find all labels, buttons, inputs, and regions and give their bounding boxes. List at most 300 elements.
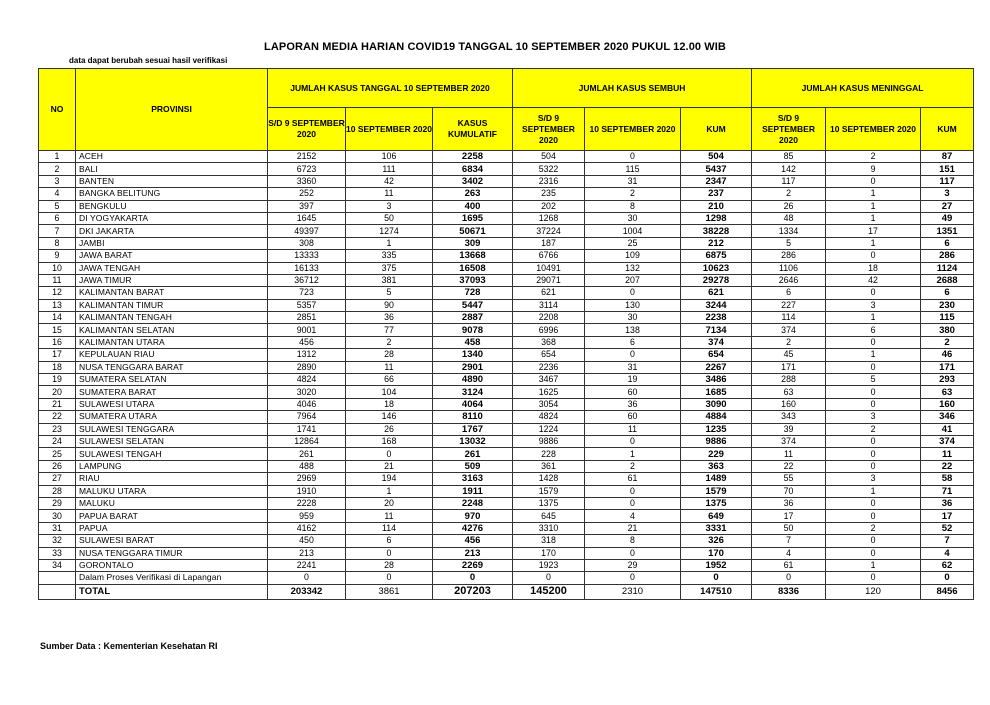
cell-provinsi: KEPULAUAN RIAU <box>76 349 268 361</box>
cell-provinsi: NUSA TENGGARA BARAT <box>76 361 268 373</box>
cell-sembuh-sep10: 25 <box>585 237 681 249</box>
cell-sembuh-sep10: 30 <box>585 212 681 224</box>
cell-meninggal-kum: 160 <box>921 398 974 410</box>
cell-meninggal-kum: 346 <box>921 411 974 423</box>
header-meninggal-kum: KUM <box>921 108 974 151</box>
cell-kasus-kumulatif: 1340 <box>433 349 513 361</box>
cell-sembuh-sep10: 115 <box>585 163 681 175</box>
cell-kasus-sd9: 13333 <box>268 250 346 262</box>
cell-meninggal-sep10: 0 <box>826 435 921 447</box>
cell-meninggal-sep10: 0 <box>826 398 921 410</box>
cell-provinsi: SULAWESI BARAT <box>76 535 268 547</box>
cell-meninggal-sd9: 50 <box>752 522 826 534</box>
cell-no: 16 <box>39 336 76 348</box>
table-row <box>39 485 974 497</box>
cell-provinsi: BANGKA BELITUNG <box>76 188 268 200</box>
cell-meninggal-kum: 117 <box>921 175 974 187</box>
cell-meninggal-sep10: 18 <box>826 262 921 274</box>
total-meninggal-sd9: 8336 <box>752 584 826 599</box>
cell-sembuh-sd9: 0 <box>513 572 585 584</box>
cell-sembuh-kum: 29278 <box>681 274 752 286</box>
cell-kasus-sd9: 49397 <box>268 225 346 237</box>
cell-provinsi: Dalam Proses Verifikasi di Lapangan <box>76 572 268 584</box>
cell-meninggal-sd9: 11 <box>752 448 826 460</box>
cell-sembuh-sd9: 9886 <box>513 435 585 447</box>
cell-meninggal-sep10: 42 <box>826 274 921 286</box>
cell-sembuh-sd9: 202 <box>513 200 585 212</box>
table-row <box>39 200 974 212</box>
cell-sembuh-sd9: 504 <box>513 151 585 163</box>
cell-kasus-sd9: 0 <box>268 572 346 584</box>
cell-sembuh-sep10: 207 <box>585 274 681 286</box>
cell-kasus-sd9: 1741 <box>268 423 346 435</box>
cell-kasus-sd9: 252 <box>268 188 346 200</box>
cell-no: 2 <box>39 163 76 175</box>
cell-meninggal-sep10: 0 <box>826 386 921 398</box>
cell-sembuh-sd9: 4824 <box>513 411 585 423</box>
covid-data-table <box>38 68 974 600</box>
cell-meninggal-kum: 293 <box>921 374 974 386</box>
cell-kasus-kumulatif: 509 <box>433 460 513 472</box>
table-row <box>39 324 974 336</box>
cell-kasus-sd9: 213 <box>268 547 346 559</box>
cell-kasus-kumulatif: 4064 <box>433 398 513 410</box>
table-row <box>39 151 974 163</box>
cell-sembuh-sd9: 2208 <box>513 312 585 324</box>
table-row <box>39 572 974 584</box>
table-row <box>39 448 974 460</box>
cell-meninggal-sd9: 85 <box>752 151 826 163</box>
cell-sembuh-sep10: 36 <box>585 398 681 410</box>
cell-sembuh-sd9: 3467 <box>513 374 585 386</box>
cell-kasus-kumulatif: 458 <box>433 336 513 348</box>
cell-meninggal-kum: 41 <box>921 423 974 435</box>
cell-provinsi: MALUKU <box>76 497 268 509</box>
total-kasus-kumulatif: 207203 <box>433 584 513 599</box>
cell-kasus-sd9: 12864 <box>268 435 346 447</box>
cell-provinsi: PAPUA <box>76 522 268 534</box>
cell-sembuh-sep10: 60 <box>585 411 681 423</box>
cell-kasus-kumulatif: 309 <box>433 237 513 249</box>
cell-sembuh-sep10: 31 <box>585 361 681 373</box>
cell-sembuh-sd9: 6996 <box>513 324 585 336</box>
cell-meninggal-sd9: 288 <box>752 374 826 386</box>
total-sembuh-kum: 147510 <box>681 584 752 599</box>
cell-sembuh-sep10: 132 <box>585 262 681 274</box>
cell-sembuh-sep10: 138 <box>585 324 681 336</box>
table-row <box>39 250 974 262</box>
cell-sembuh-sep10: 8 <box>585 535 681 547</box>
cell-sembuh-kum: 0 <box>681 572 752 584</box>
cell-meninggal-sep10: 1 <box>826 188 921 200</box>
cell-sembuh-kum: 2347 <box>681 175 752 187</box>
header-kasus-sep10: 10 SEPTEMBER 2020 <box>346 108 433 151</box>
cell-kasus-sd9: 4046 <box>268 398 346 410</box>
cell-provinsi: JAWA TENGAH <box>76 262 268 274</box>
cell-meninggal-sd9: 0 <box>752 572 826 584</box>
cell-sembuh-sep10: 0 <box>585 497 681 509</box>
total-meninggal-sep10: 120 <box>826 584 921 599</box>
cell-kasus-sd9: 9001 <box>268 324 346 336</box>
cell-sembuh-kum: 1298 <box>681 212 752 224</box>
cell-sembuh-kum: 5437 <box>681 163 752 175</box>
cell-kasus-sep10: 168 <box>346 435 433 447</box>
cell-sembuh-kum: 1489 <box>681 473 752 485</box>
cell-meninggal-kum: 22 <box>921 460 974 472</box>
cell-meninggal-kum: 87 <box>921 151 974 163</box>
cell-sembuh-sd9: 228 <box>513 448 585 460</box>
cell-kasus-kumulatif: 728 <box>433 287 513 299</box>
table-row <box>39 497 974 509</box>
cell-meninggal-kum: 58 <box>921 473 974 485</box>
cell-sembuh-sd9: 361 <box>513 460 585 472</box>
cell-no: 12 <box>39 287 76 299</box>
total-row <box>39 584 974 599</box>
total-kasus-sd9: 203342 <box>268 584 346 599</box>
header-provinsi: PROVINSI <box>76 69 268 151</box>
table-row <box>39 349 974 361</box>
cell-sembuh-sd9: 654 <box>513 349 585 361</box>
cell-meninggal-sd9: 36 <box>752 497 826 509</box>
cell-kasus-sd9: 261 <box>268 448 346 460</box>
cell-sembuh-sd9: 29071 <box>513 274 585 286</box>
cell-kasus-sep10: 26 <box>346 423 433 435</box>
cell-meninggal-kum: 115 <box>921 312 974 324</box>
cell-sembuh-sd9: 1375 <box>513 497 585 509</box>
cell-meninggal-kum: 0 <box>921 572 974 584</box>
cell-kasus-sd9: 16133 <box>268 262 346 274</box>
cell-kasus-sep10: 20 <box>346 497 433 509</box>
cell-meninggal-sd9: 286 <box>752 250 826 262</box>
header-sembuh-sd9: S/D 9 SEPTEMBER 2020 <box>513 108 585 151</box>
cell-sembuh-sep10: 0 <box>585 349 681 361</box>
cell-meninggal-sep10: 2 <box>826 522 921 534</box>
cell-sembuh-kum: 654 <box>681 349 752 361</box>
cell-sembuh-sd9: 1224 <box>513 423 585 435</box>
cell-no: 22 <box>39 411 76 423</box>
cell-kasus-kumulatif: 261 <box>433 448 513 460</box>
cell-sembuh-sep10: 1004 <box>585 225 681 237</box>
cell-meninggal-sd9: 63 <box>752 386 826 398</box>
total-provinsi: TOTAL <box>76 584 268 599</box>
cell-meninggal-kum: 6 <box>921 237 974 249</box>
cell-no: 10 <box>39 262 76 274</box>
cell-sembuh-kum: 504 <box>681 151 752 163</box>
cell-kasus-sep10: 104 <box>346 386 433 398</box>
cell-meninggal-sd9: 45 <box>752 349 826 361</box>
cell-no: 18 <box>39 361 76 373</box>
cell-sembuh-sd9: 621 <box>513 287 585 299</box>
cell-provinsi: BENGKULU <box>76 200 268 212</box>
cell-kasus-kumulatif: 6834 <box>433 163 513 175</box>
table-row <box>39 361 974 373</box>
header-group-meninggal: JUMLAH KASUS MENINGGAL <box>752 69 974 108</box>
cell-no: 7 <box>39 225 76 237</box>
cell-meninggal-kum: 17 <box>921 510 974 522</box>
cell-sembuh-kum: 170 <box>681 547 752 559</box>
cell-kasus-kumulatif: 5447 <box>433 299 513 311</box>
cell-provinsi: KALIMANTAN TIMUR <box>76 299 268 311</box>
cell-sembuh-sd9: 235 <box>513 188 585 200</box>
header-group-kasus: JUMLAH KASUS TANGGAL 10 SEPTEMBER 2020 <box>268 69 513 108</box>
total-meninggal-kum: 8456 <box>921 584 974 599</box>
table-row <box>39 299 974 311</box>
cell-meninggal-sep10: 0 <box>826 460 921 472</box>
total-sembuh-sep10: 2310 <box>585 584 681 599</box>
cell-provinsi: MALUKU UTARA <box>76 485 268 497</box>
cell-meninggal-sd9: 1106 <box>752 262 826 274</box>
cell-provinsi: LAMPUNG <box>76 460 268 472</box>
cell-kasus-kumulatif: 50671 <box>433 225 513 237</box>
cell-provinsi: DI YOGYAKARTA <box>76 212 268 224</box>
cell-meninggal-sd9: 374 <box>752 324 826 336</box>
cell-kasus-sep10: 0 <box>346 572 433 584</box>
cell-sembuh-kum: 38228 <box>681 225 752 237</box>
cell-meninggal-sd9: 160 <box>752 398 826 410</box>
cell-meninggal-sd9: 61 <box>752 559 826 571</box>
cell-meninggal-sd9: 17 <box>752 510 826 522</box>
cell-sembuh-sep10: 0 <box>585 572 681 584</box>
cell-kasus-sep10: 106 <box>346 151 433 163</box>
cell-no: 31 <box>39 522 76 534</box>
cell-provinsi: JAWA TIMUR <box>76 274 268 286</box>
cell-no: 5 <box>39 200 76 212</box>
cell-kasus-sep10: 5 <box>346 287 433 299</box>
cell-provinsi: SULAWESI UTARA <box>76 398 268 410</box>
cell-no: 24 <box>39 435 76 447</box>
cell-meninggal-kum: 286 <box>921 250 974 262</box>
table-row <box>39 435 974 447</box>
cell-meninggal-kum: 2 <box>921 336 974 348</box>
cell-no: 30 <box>39 510 76 522</box>
source-note: Sumber Data : Kementerian Kesehatan RI <box>40 641 218 651</box>
cell-meninggal-sep10: 1 <box>826 559 921 571</box>
cell-meninggal-sd9: 114 <box>752 312 826 324</box>
cell-sembuh-sep10: 11 <box>585 423 681 435</box>
cell-sembuh-sd9: 5322 <box>513 163 585 175</box>
cell-kasus-sep10: 0 <box>346 448 433 460</box>
table-row <box>39 163 974 175</box>
cell-meninggal-sd9: 2646 <box>752 274 826 286</box>
cell-sembuh-kum: 229 <box>681 448 752 460</box>
cell-sembuh-sep10: 0 <box>585 151 681 163</box>
cell-meninggal-sep10: 1 <box>826 212 921 224</box>
cell-meninggal-sep10: 1 <box>826 200 921 212</box>
cell-sembuh-sd9: 3310 <box>513 522 585 534</box>
cell-sembuh-kum: 9886 <box>681 435 752 447</box>
cell-meninggal-sep10: 6 <box>826 324 921 336</box>
cell-sembuh-sep10: 19 <box>585 374 681 386</box>
cell-kasus-sep10: 1274 <box>346 225 433 237</box>
cell-sembuh-kum: 3331 <box>681 522 752 534</box>
header-sembuh-sep10: 10 SEPTEMBER 2020 <box>585 108 681 151</box>
table-row <box>39 212 974 224</box>
total-no <box>39 584 76 599</box>
cell-kasus-sd9: 2851 <box>268 312 346 324</box>
cell-sembuh-kum: 1579 <box>681 485 752 497</box>
cell-sembuh-sep10: 61 <box>585 473 681 485</box>
cell-sembuh-kum: 326 <box>681 535 752 547</box>
header-kasus-sd9: S/D 9 SEPTEMBER 2020 <box>268 108 346 151</box>
cell-no: 26 <box>39 460 76 472</box>
cell-sembuh-sd9: 3114 <box>513 299 585 311</box>
table-row <box>39 312 974 324</box>
cell-kasus-kumulatif: 3163 <box>433 473 513 485</box>
table-row <box>39 287 974 299</box>
cell-provinsi: KALIMANTAN BARAT <box>76 287 268 299</box>
cell-kasus-sd9: 959 <box>268 510 346 522</box>
cell-sembuh-sd9: 10491 <box>513 262 585 274</box>
cell-sembuh-sep10: 1 <box>585 448 681 460</box>
cell-no: 20 <box>39 386 76 398</box>
cell-meninggal-kum: 3 <box>921 188 974 200</box>
cell-kasus-sep10: 0 <box>346 547 433 559</box>
cell-meninggal-kum: 374 <box>921 435 974 447</box>
table-row <box>39 510 974 522</box>
cell-kasus-sd9: 2241 <box>268 559 346 571</box>
cell-kasus-sep10: 50 <box>346 212 433 224</box>
cell-no: 27 <box>39 473 76 485</box>
cell-sembuh-sep10: 130 <box>585 299 681 311</box>
cell-meninggal-sep10: 3 <box>826 299 921 311</box>
cell-kasus-kumulatif: 2258 <box>433 151 513 163</box>
cell-no: 14 <box>39 312 76 324</box>
cell-meninggal-kum: 2688 <box>921 274 974 286</box>
cell-kasus-sd9: 6723 <box>268 163 346 175</box>
cell-sembuh-kum: 2238 <box>681 312 752 324</box>
cell-no: 13 <box>39 299 76 311</box>
cell-no: 32 <box>39 535 76 547</box>
cell-provinsi: PAPUA BARAT <box>76 510 268 522</box>
cell-sembuh-sep10: 6 <box>585 336 681 348</box>
cell-sembuh-sd9: 318 <box>513 535 585 547</box>
cell-meninggal-kum: 1124 <box>921 262 974 274</box>
cell-kasus-kumulatif: 16508 <box>433 262 513 274</box>
cell-kasus-sep10: 18 <box>346 398 433 410</box>
cell-kasus-kumulatif: 4276 <box>433 522 513 534</box>
table-row <box>39 188 974 200</box>
cell-kasus-kumulatif: 3124 <box>433 386 513 398</box>
cell-sembuh-sd9: 645 <box>513 510 585 522</box>
cell-meninggal-sep10: 0 <box>826 336 921 348</box>
cell-provinsi: SUMATERA BARAT <box>76 386 268 398</box>
cell-kasus-kumulatif: 970 <box>433 510 513 522</box>
table-row <box>39 398 974 410</box>
cell-kasus-sep10: 114 <box>346 522 433 534</box>
cell-meninggal-sep10: 1 <box>826 312 921 324</box>
cell-meninggal-kum: 46 <box>921 349 974 361</box>
cell-kasus-sep10: 11 <box>346 188 433 200</box>
cell-kasus-sep10: 66 <box>346 374 433 386</box>
cell-sembuh-sep10: 2 <box>585 188 681 200</box>
cell-meninggal-sep10: 0 <box>826 361 921 373</box>
table-row <box>39 411 974 423</box>
cell-kasus-sd9: 450 <box>268 535 346 547</box>
cell-kasus-sd9: 4824 <box>268 374 346 386</box>
total-sembuh-sd9: 145200 <box>513 584 585 599</box>
cell-kasus-kumulatif: 37093 <box>433 274 513 286</box>
cell-provinsi: KALIMANTAN TENGAH <box>76 312 268 324</box>
cell-kasus-sd9: 1312 <box>268 349 346 361</box>
cell-provinsi: NUSA TENGGARA TIMUR <box>76 547 268 559</box>
cell-provinsi: SULAWESI TENGGARA <box>76 423 268 435</box>
cell-kasus-sd9: 2890 <box>268 361 346 373</box>
cell-meninggal-sd9: 343 <box>752 411 826 423</box>
cell-meninggal-sep10: 0 <box>826 510 921 522</box>
cell-sembuh-sd9: 3054 <box>513 398 585 410</box>
cell-sembuh-kum: 4884 <box>681 411 752 423</box>
cell-meninggal-sd9: 5 <box>752 237 826 249</box>
cell-meninggal-sd9: 7 <box>752 535 826 547</box>
cell-meninggal-sep10: 1 <box>826 485 921 497</box>
cell-kasus-kumulatif: 2887 <box>433 312 513 324</box>
table-row <box>39 522 974 534</box>
table-row <box>39 336 974 348</box>
cell-meninggal-sd9: 55 <box>752 473 826 485</box>
table-body <box>39 151 974 600</box>
cell-meninggal-sd9: 70 <box>752 485 826 497</box>
cell-meninggal-sep10: 0 <box>826 572 921 584</box>
cell-meninggal-sd9: 1334 <box>752 225 826 237</box>
table-row <box>39 559 974 571</box>
cell-kasus-sep10: 21 <box>346 460 433 472</box>
cell-kasus-sep10: 111 <box>346 163 433 175</box>
cell-sembuh-kum: 2267 <box>681 361 752 373</box>
cell-sembuh-sep10: 29 <box>585 559 681 571</box>
cell-meninggal-kum: 52 <box>921 522 974 534</box>
cell-meninggal-kum: 6 <box>921 287 974 299</box>
cell-kasus-sep10: 1 <box>346 237 433 249</box>
cell-sembuh-sd9: 1923 <box>513 559 585 571</box>
cell-kasus-sep10: 42 <box>346 175 433 187</box>
cell-sembuh-sd9: 2236 <box>513 361 585 373</box>
cell-no: 15 <box>39 324 76 336</box>
cell-sembuh-sep10: 8 <box>585 200 681 212</box>
cell-meninggal-sep10: 0 <box>826 250 921 262</box>
cell-kasus-kumulatif: 13032 <box>433 435 513 447</box>
cell-meninggal-kum: 171 <box>921 361 974 373</box>
cell-meninggal-kum: 36 <box>921 497 974 509</box>
cell-kasus-kumulatif: 2269 <box>433 559 513 571</box>
cell-kasus-sd9: 7964 <box>268 411 346 423</box>
cell-kasus-sd9: 1645 <box>268 212 346 224</box>
header-group-sembuh: JUMLAH KASUS SEMBUH <box>513 69 752 108</box>
cell-sembuh-sd9: 2316 <box>513 175 585 187</box>
cell-meninggal-sep10: 0 <box>826 287 921 299</box>
cell-kasus-sep10: 6 <box>346 535 433 547</box>
cell-kasus-sd9: 2152 <box>268 151 346 163</box>
table-row <box>39 175 974 187</box>
cell-sembuh-sd9: 37224 <box>513 225 585 237</box>
cell-provinsi: SULAWESI SELATAN <box>76 435 268 447</box>
cell-no: 29 <box>39 497 76 509</box>
cell-meninggal-sep10: 0 <box>826 175 921 187</box>
cell-kasus-sep10: 11 <box>346 510 433 522</box>
cell-meninggal-sd9: 39 <box>752 423 826 435</box>
cell-kasus-sep10: 3 <box>346 200 433 212</box>
cell-sembuh-kum: 6875 <box>681 250 752 262</box>
header-no: NO <box>39 69 76 151</box>
table-row <box>39 423 974 435</box>
cell-kasus-sd9: 456 <box>268 336 346 348</box>
cell-provinsi: KALIMANTAN SELATAN <box>76 324 268 336</box>
cell-no: 23 <box>39 423 76 435</box>
cell-kasus-kumulatif: 1695 <box>433 212 513 224</box>
cell-meninggal-sep10: 3 <box>826 411 921 423</box>
cell-kasus-kumulatif: 2901 <box>433 361 513 373</box>
cell-sembuh-sep10: 0 <box>585 287 681 299</box>
table-row <box>39 225 974 237</box>
